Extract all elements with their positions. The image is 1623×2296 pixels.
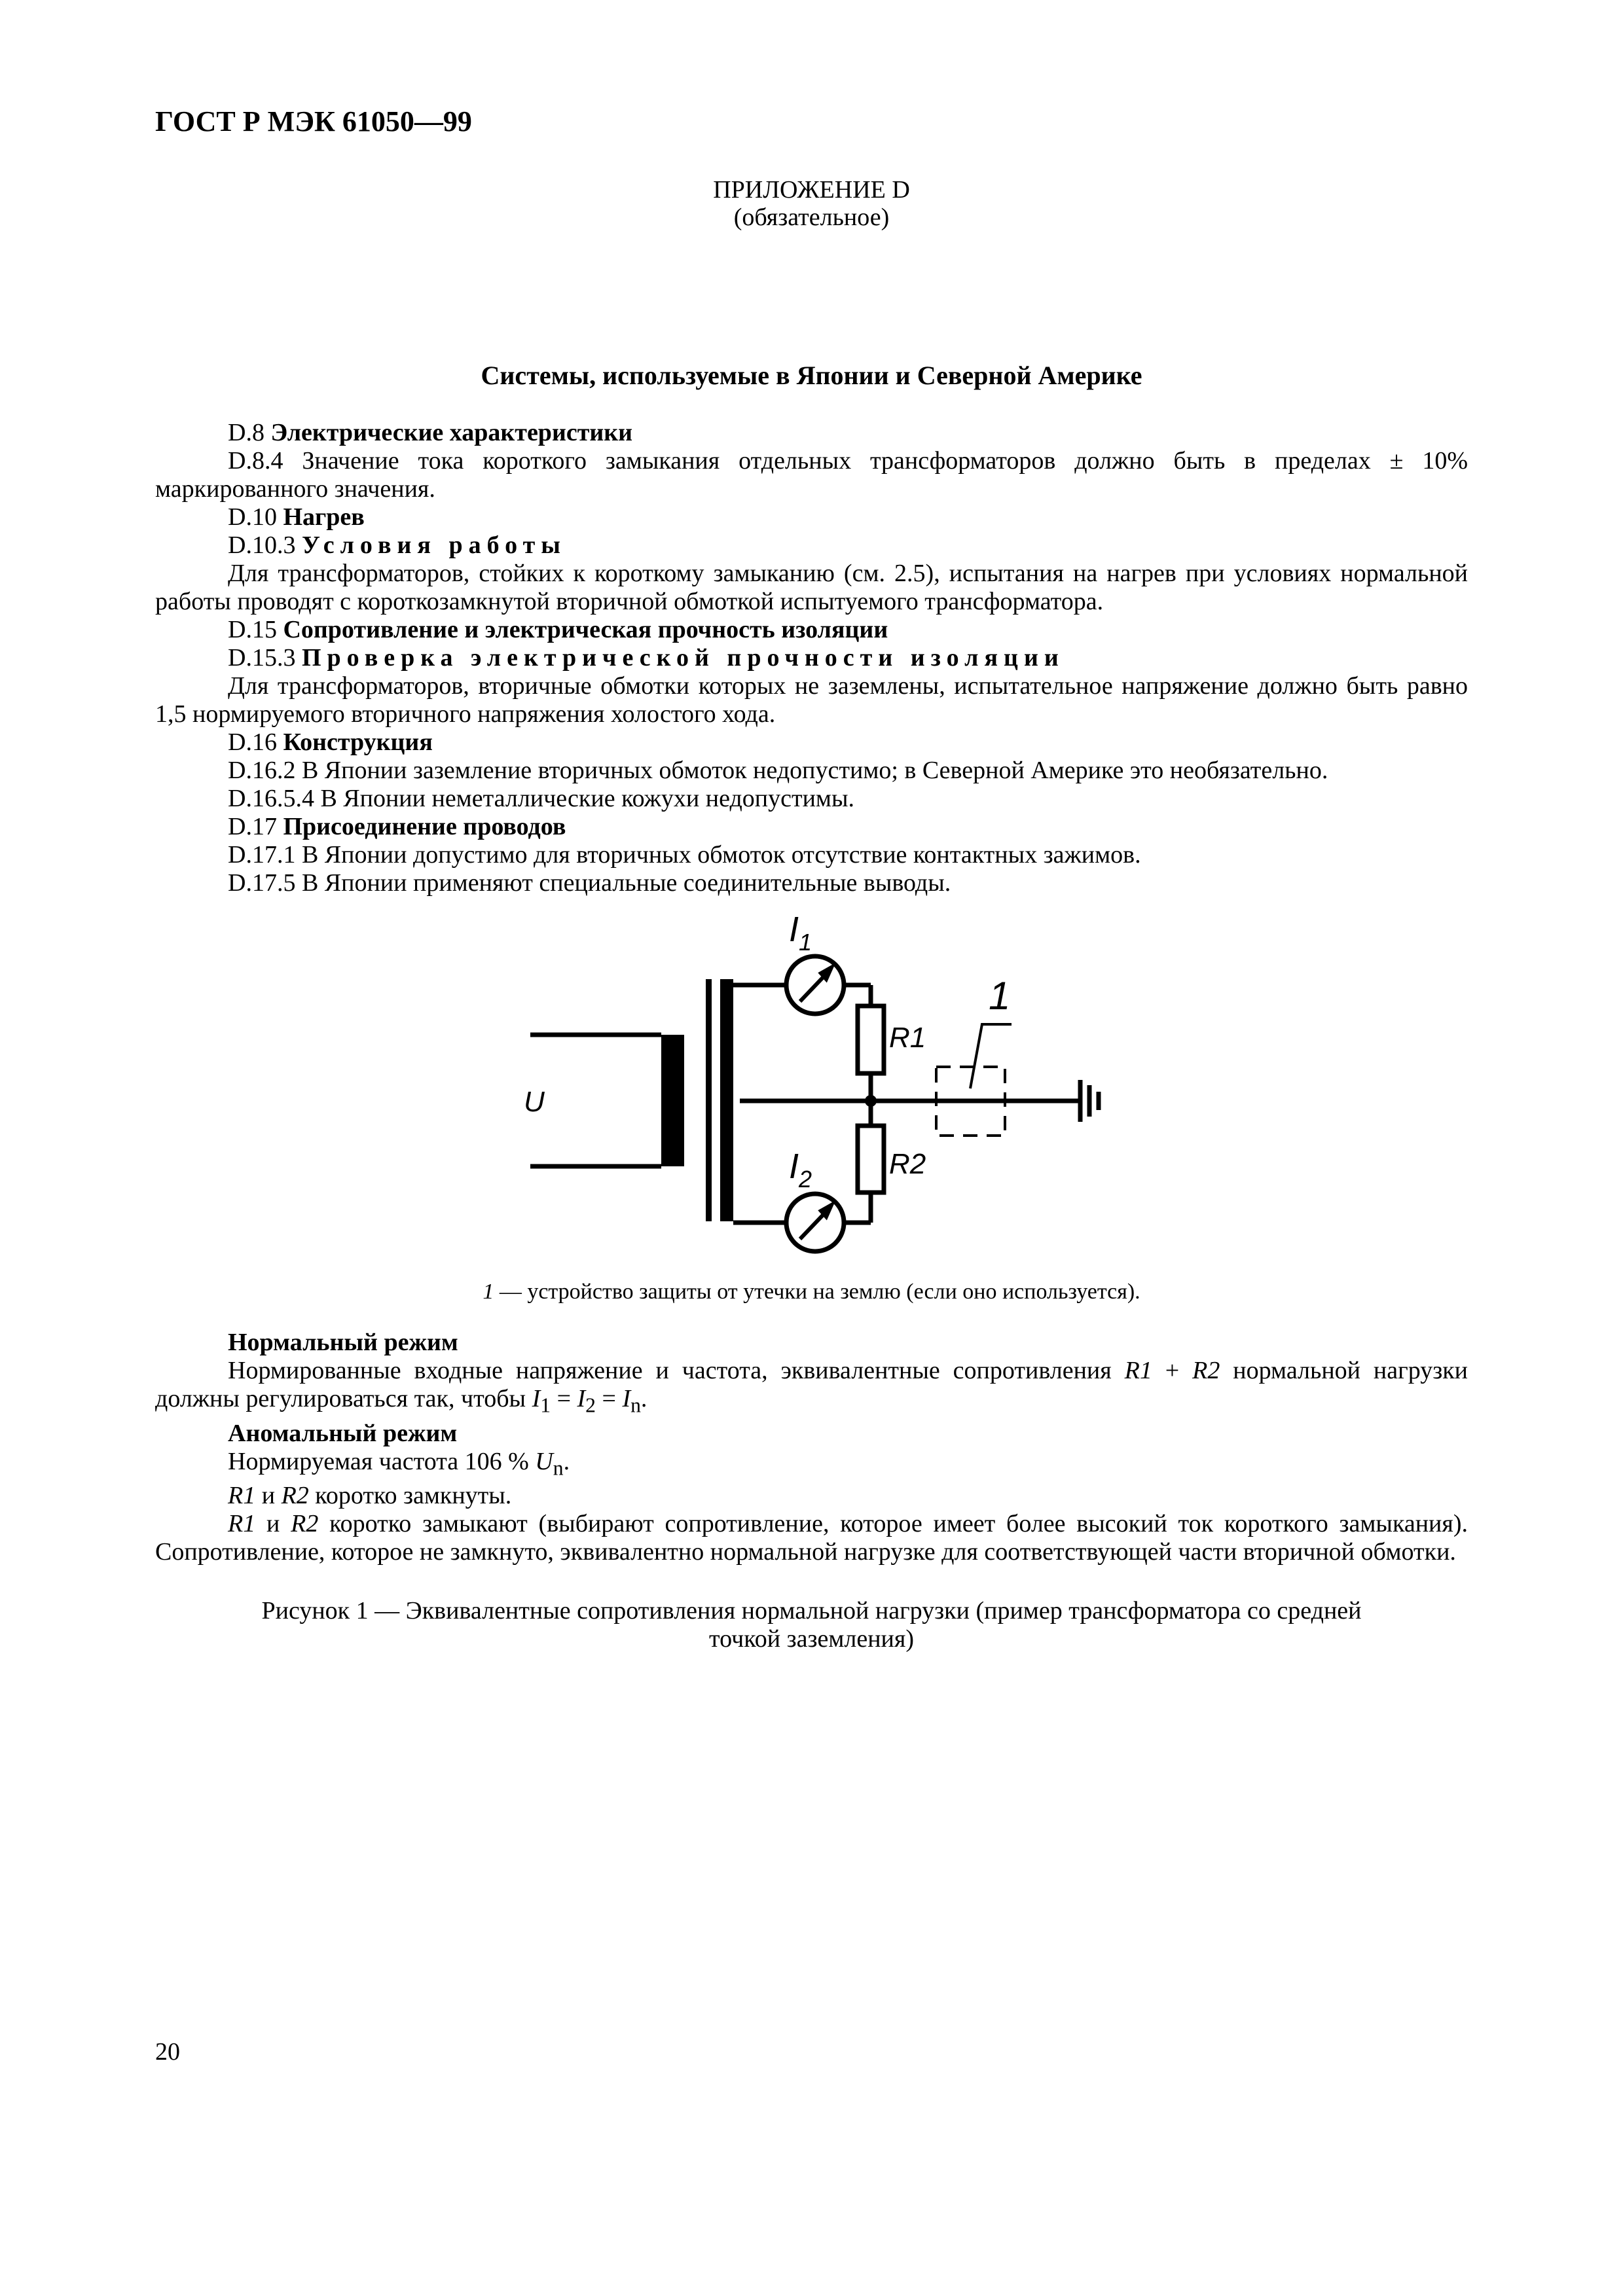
abnormal-line-1 xyxy=(155,1448,1468,1482)
subscript: n xyxy=(630,1393,641,1417)
annex-title: ПРИЛОЖЕНИЕ D xyxy=(713,176,910,204)
clause-d17-1: D.17.1 В Японии допустимо для вторичных обмоток отсутствие контактных зажимов. xyxy=(228,841,1141,869)
u-symbol: U xyxy=(535,1447,553,1475)
abnormal-mode-title: Аномальный режим xyxy=(228,1419,458,1447)
label-i2: $I_2$ xyxy=(789,1147,812,1193)
r2-ref: R2 xyxy=(281,1482,309,1510)
label-callout-1: 1 xyxy=(989,974,1011,1018)
r1-ref: R1 xyxy=(1124,1357,1152,1384)
clause-d10-3-text: Для трансформаторов, стойких к короткому замыканию (см. 2.5), испытания на нагрев при условиях нормальной работы проводят с короткозамкнутой вторичной обмоткой испытуемого трансформатора. xyxy=(155,560,1468,615)
clause-d15-3-text: Для трансформаторов, вторичные обмотки которых не заземлены, испытательное напряжение должно быть равно 1,5 нормируемого вторичного напряжения холостого хода. xyxy=(155,672,1468,728)
secondary-winding xyxy=(720,979,733,1221)
i-symbol: I xyxy=(622,1385,631,1412)
ground-icon xyxy=(1080,1080,1099,1122)
junction-dot xyxy=(865,1095,877,1107)
legend-number: 1 xyxy=(483,1280,494,1304)
ammeter-i1-arrowhead xyxy=(821,967,831,979)
i-symbol: I xyxy=(577,1385,586,1412)
label-r1: R1 xyxy=(889,1022,926,1054)
clause-text: Значение тока короткого замыкания отдельных трансформаторов должно быть в пределах xyxy=(302,447,1371,475)
subscript: 1 xyxy=(540,1393,551,1417)
subscript: 2 xyxy=(585,1393,596,1417)
annex-status: (обязательное) xyxy=(733,204,890,231)
abnormal-line-2-text: коротко замкнуты. xyxy=(308,1482,512,1510)
label-r2: R2 xyxy=(889,1148,926,1180)
clause-number: D.15.3 xyxy=(228,644,296,672)
modes-block xyxy=(155,1329,1468,1566)
clause-d16-5-4: D.16.5.4 В Японии неметаллические кожухи недопустимы. xyxy=(228,785,855,812)
figure-legend xyxy=(0,1280,1623,1304)
normal-mode-title: Нормальный режим xyxy=(228,1329,458,1356)
ammeter-i2-arrowhead xyxy=(821,1205,831,1217)
i-symbol: I xyxy=(532,1385,541,1412)
page-number: 20 xyxy=(155,2038,180,2066)
r1-ref: R1 xyxy=(228,1510,256,1538)
clause-title: Присоединение проводов xyxy=(283,813,566,840)
r1-ref: R1 xyxy=(228,1482,256,1510)
figure-caption-line-2: точкой заземления) xyxy=(708,1625,915,1653)
r2-ref: R2 xyxy=(291,1510,319,1538)
clause-number: D.8.4 xyxy=(228,447,283,475)
equals-sign: = xyxy=(551,1385,577,1412)
clause-title: Условия работы xyxy=(301,531,566,559)
resistor-r2 xyxy=(858,1126,884,1193)
period: . xyxy=(563,1447,570,1475)
clause-number: D.17 xyxy=(228,813,277,840)
abnormal-line-3-text: коротко замыкают (выбирают сопротивление, которое имеет более высокий ток короткого замыкания). Сопротивление, которое не замкнуто, эквивалентно нормальной нагрузке для соответствующей части вторичной обмотки. xyxy=(155,1510,1468,1566)
figure-caption xyxy=(0,1597,1623,1653)
abnormal-line-1-text: Нормируемая частота 106 % xyxy=(228,1447,529,1475)
clause-title: Нагрев xyxy=(283,503,365,531)
clause-title: Конструкция xyxy=(283,728,433,756)
section-title: Системы, используемые в Японии и Северной Америке xyxy=(481,361,1142,390)
clause-number: D.8 xyxy=(228,419,264,446)
normal-mode-text-b: нормальной нагрузки должны регулироваться так, чтобы xyxy=(155,1357,1468,1412)
normal-mode-text-a: Нормированные входные напряжение и частота, эквивалентные сопротивления xyxy=(228,1357,1112,1384)
conjunction: и xyxy=(255,1510,291,1538)
equals-sign: = xyxy=(596,1385,623,1412)
clause-number: D.10 xyxy=(228,503,277,531)
clause-title: Электрические характеристики xyxy=(270,419,633,446)
transformer-core xyxy=(706,979,712,1221)
clause-d17-5: D.17.5 В Японии применяют специальные соединительные выводы. xyxy=(228,869,951,897)
clause-number: D.16 xyxy=(228,728,277,756)
figure-caption-line-1: Рисунок 1 — Эквивалентные сопротивления нормальной нагрузки (пример трансформатора со средней xyxy=(261,1597,1362,1624)
document-id: ГОСТ Р МЭК 61050—99 xyxy=(155,105,472,137)
abnormal-line-3 xyxy=(155,1510,1468,1566)
plus-sign: + xyxy=(1152,1357,1193,1384)
r2-ref: R2 xyxy=(1192,1357,1220,1384)
label-u: U xyxy=(524,1086,545,1118)
clause-text: ± 10% маркированного значения. xyxy=(155,447,1468,503)
label-i1: $I_1$ xyxy=(789,910,812,956)
clause-title: Проверка электрической прочности изоляции xyxy=(301,644,1065,672)
conjunction: и xyxy=(255,1482,282,1510)
abnormal-line-2 xyxy=(155,1482,1468,1510)
legend-text: — устройство защиты от утечки на землю (если оно используется). xyxy=(494,1280,1140,1304)
clause-number: D.10.3 xyxy=(228,531,296,559)
resistor-r1 xyxy=(858,1006,884,1073)
clause-number: D.15 xyxy=(228,616,277,643)
period: . xyxy=(640,1385,647,1412)
clause-title: Сопротивление и электрическая прочность изоляции xyxy=(283,616,888,643)
subscript: n xyxy=(553,1456,564,1480)
primary-winding xyxy=(661,1035,684,1166)
normal-mode-text xyxy=(155,1357,1468,1420)
clause-d16-2: D.16.2 В Японии заземление вторичных обмоток недопустимо; в Северной Америке это необязательно. xyxy=(228,757,1328,784)
